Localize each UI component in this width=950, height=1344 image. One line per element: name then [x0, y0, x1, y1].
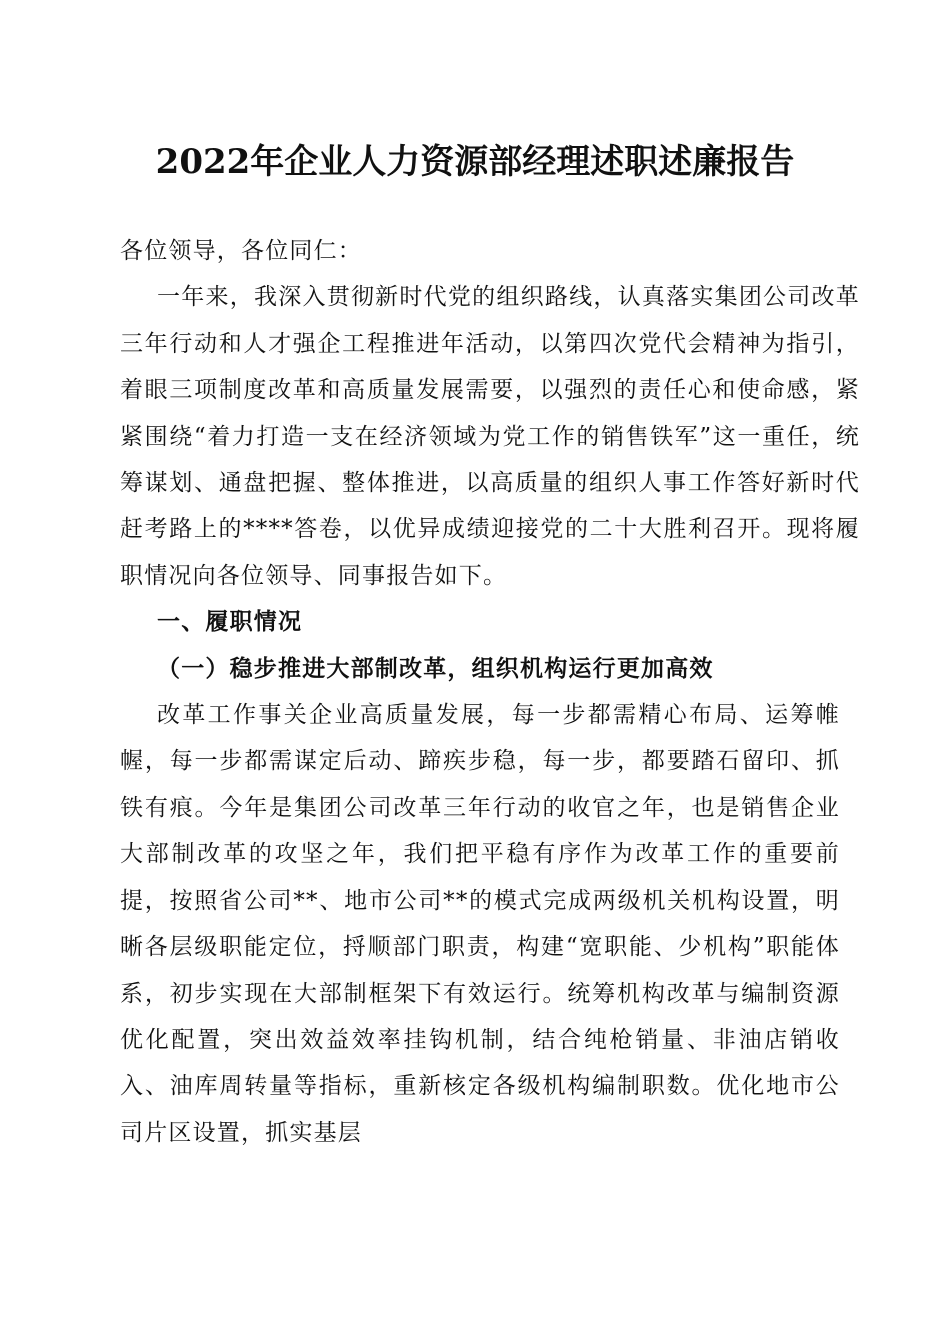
subsection-heading: （一）稳步推进大部制改革，组织机构运行更加高效 — [157, 654, 714, 682]
subsection-paragraph: 改革工作事关企业高质量发展，每一步都需精心布局、运筹帷幄，每一步都需谋定后动、蹄疾步稳，每一步，都要踏石留印、抓铁有痕。今年是集团公司改革三年行动的收官之年，也是销售企业大部制改革的攻坚之年，我们把平稳有序作为改革工作的重要前提，按照省公司**、地市公司**的模式完成两级机关机构设置，明晰各层级职能定位，捋顺部门职责，构建“宽职能、少机构”职能体系，初步实现在大部制框架下有效运行。统筹机构改革与编制资源优化配置，突出效益效率挂钩机制，结合纯枪销量、非油店销收入、油库周转量等指标，重新核定各级机构编制职数。优化地市公司片区设置，抓实基层 — [120, 702, 840, 1146]
document-body — [120, 228, 860, 1156]
document-title: 2022年企业人力资源部经理述职述廉报告 — [155, 142, 795, 182]
intro-paragraph: 一年来，我深入贯彻新时代党的组织路线，认真落实集团公司改革三年行动和人才强企工程推进年活动，以第四次党代会精神为指引，着眼三项制度改革和高质量发展需要，以强烈的责任心和使命感，紧紧围绕“着力打造一支在经济领域为党工作的销售铁军”这一重任，统筹谋划、通盘把握、整体推进，以高质量的组织人事工作答好新时代赶考路上的****答卷，以优异成绩迎接党的二十大胜利召开。现将履职情况向各位领导、同事报告如下。 — [120, 284, 860, 589]
salutation: 各位领导，各位同仁： — [120, 238, 362, 264]
section-heading: 一、履职情况 — [157, 609, 303, 636]
